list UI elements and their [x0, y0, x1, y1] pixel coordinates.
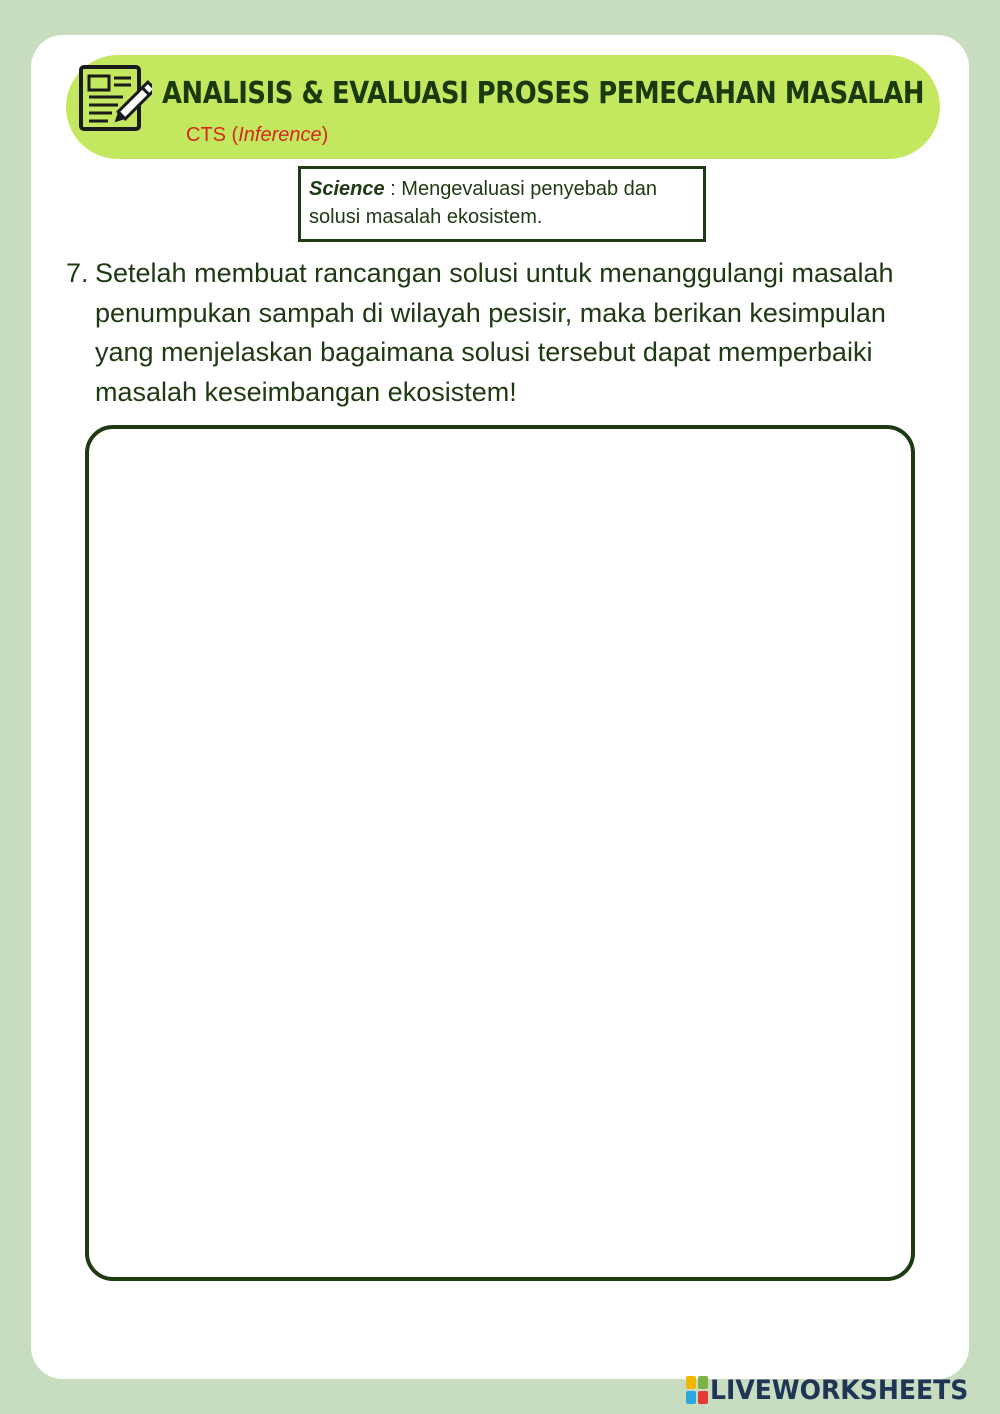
question-number: 7. [66, 258, 89, 288]
objective-separator: : [384, 178, 402, 200]
subtitle-suffix: ) [321, 124, 329, 146]
document-pencil-icon [78, 64, 152, 134]
answer-text-area[interactable] [85, 425, 915, 1281]
liveworksheets-logo [686, 1374, 988, 1406]
liveworksheets-mark-icon [686, 1376, 708, 1404]
brand-name: LIVEWORKSHEETS [710, 1374, 969, 1406]
question-block [66, 254, 936, 412]
learning-objective-box [298, 166, 706, 242]
skill-subtitle [186, 122, 328, 148]
page-title: ANALISIS & EVALUASI PROSES PEMECAHAN MASALAH [162, 76, 925, 111]
subtitle-skill: Inference [238, 124, 322, 146]
objective-subject: Science [309, 178, 385, 200]
subtitle-prefix: CTS ( [186, 124, 239, 146]
objective-text: Mengevaluasi penyebab dan solusi masalah ekosistem. [309, 178, 658, 228]
question-text: Setelah membuat rancangan solusi untuk menanggulangi masalah penumpukan sampah di wilayah pesisir, maka berikan kesimpulan yang menjelaskan bagaimana solusi tersebut dapat memperbaiki masalah keseimbangan ekosistem! [95, 258, 894, 407]
